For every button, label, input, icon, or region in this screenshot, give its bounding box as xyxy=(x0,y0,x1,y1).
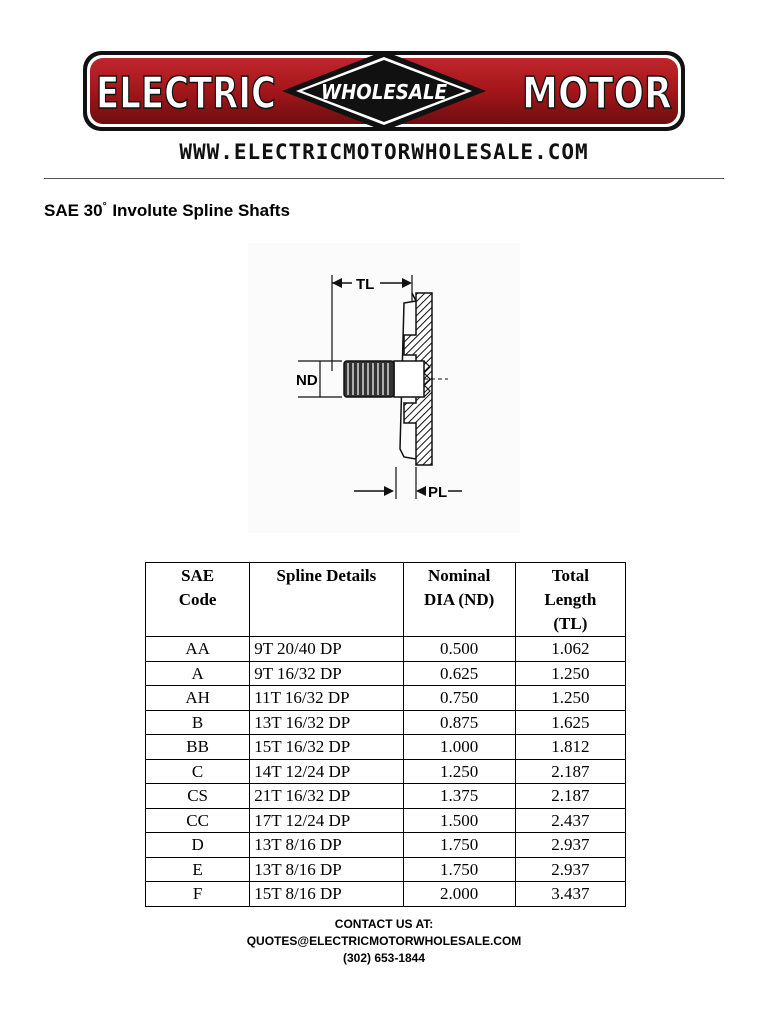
logo-graphic xyxy=(82,48,686,134)
tl-right-arrow xyxy=(402,278,412,288)
spline-teeth xyxy=(344,361,394,397)
table-row xyxy=(146,882,626,907)
cell-spline-details: 21T 16/32 DP xyxy=(250,784,403,809)
table-row xyxy=(146,784,626,809)
cell-sae-code: BB xyxy=(146,735,250,760)
diagram-drawing xyxy=(248,243,520,533)
cell-sae-code: AA xyxy=(146,637,250,662)
cell-sae-code: B xyxy=(146,710,250,735)
contact-phone-link[interactable]: (302) 653-1844 xyxy=(342,951,426,965)
header-line: Spline Details xyxy=(276,566,377,585)
header-sae-code xyxy=(146,563,250,637)
header-total-length xyxy=(515,563,625,637)
cell-sae-code: AH xyxy=(146,686,250,711)
tl-label: TL xyxy=(356,276,375,293)
title-degree-symbol: ° xyxy=(102,201,107,213)
cell-nominal-dia: 2.000 xyxy=(403,882,515,907)
table-row xyxy=(146,710,626,735)
cell-nominal-dia: 1.500 xyxy=(403,808,515,833)
nd-label: ND xyxy=(296,372,318,389)
logo-left-word: ELECTRIC xyxy=(96,68,276,119)
contact-email-link[interactable]: QUOTES@ELECTRICMOTORWHOLESALE.COM xyxy=(246,934,522,948)
cell-sae-code: C xyxy=(146,759,250,784)
logo-right-word: MOTOR xyxy=(522,68,672,119)
cell-total-length: 2.187 xyxy=(515,759,625,784)
table-row xyxy=(146,686,626,711)
cell-nominal-dia: 0.500 xyxy=(403,637,515,662)
cell-total-length: 1.812 xyxy=(515,735,625,760)
cell-spline-details: 13T 8/16 DP xyxy=(250,833,403,858)
cell-sae-code: A xyxy=(146,661,250,686)
cell-nominal-dia: 1.000 xyxy=(403,735,515,760)
cell-total-length: 3.437 xyxy=(515,882,625,907)
cell-sae-code: F xyxy=(146,882,250,907)
shaft-body xyxy=(394,361,424,397)
cell-spline-details: 14T 12/24 DP xyxy=(250,759,403,784)
cell-spline-details: 15T 8/16 DP xyxy=(250,882,403,907)
cell-spline-details: 11T 16/32 DP xyxy=(250,686,403,711)
header-divider xyxy=(44,178,724,179)
header-line: Length xyxy=(544,590,597,609)
table-header-row xyxy=(146,563,626,637)
cell-spline-details: 13T 8/16 DP xyxy=(250,857,403,882)
cell-nominal-dia: 1.750 xyxy=(403,857,515,882)
header-line: DIA (ND) xyxy=(423,590,495,609)
header-nominal-dia xyxy=(403,563,515,637)
contact-block xyxy=(0,916,768,967)
header-line: (TL) xyxy=(553,614,588,633)
table-row xyxy=(146,661,626,686)
table-row xyxy=(146,735,626,760)
document-title xyxy=(44,201,290,221)
header-line: Code xyxy=(178,590,217,609)
cell-spline-details: 15T 16/32 DP xyxy=(250,735,403,760)
header-spline-details xyxy=(250,563,403,637)
cell-nominal-dia: 1.375 xyxy=(403,784,515,809)
spline-spec-table xyxy=(145,562,626,907)
cell-sae-code: CS xyxy=(146,784,250,809)
pl-left-arrow xyxy=(384,486,394,496)
cell-spline-details: 17T 12/24 DP xyxy=(250,808,403,833)
cell-sae-code: CC xyxy=(146,808,250,833)
header-line: SAE xyxy=(181,566,215,585)
cell-total-length: 1.625 xyxy=(515,710,625,735)
spline-shaft-diagram xyxy=(248,243,520,533)
table-row xyxy=(146,759,626,784)
cell-sae-code: E xyxy=(146,857,250,882)
cell-spline-details: 13T 16/32 DP xyxy=(250,710,403,735)
cell-spline-details: 9T 20/40 DP xyxy=(250,637,403,662)
company-logo xyxy=(82,48,686,134)
cell-total-length: 2.937 xyxy=(515,833,625,858)
table-row xyxy=(146,857,626,882)
logo-center-word: WHOLESALE xyxy=(321,80,448,104)
cell-total-length: 1.250 xyxy=(515,686,625,711)
cell-nominal-dia: 0.875 xyxy=(403,710,515,735)
table-row xyxy=(146,637,626,662)
cell-total-length: 1.250 xyxy=(515,661,625,686)
cell-total-length: 1.062 xyxy=(515,637,625,662)
cell-nominal-dia: 1.250 xyxy=(403,759,515,784)
contact-heading: CONTACT US AT: xyxy=(334,917,434,931)
title-prefix: SAE 30 xyxy=(44,201,103,220)
header-line: Nominal xyxy=(427,566,491,585)
title-suffix: Involute Spline Shafts xyxy=(107,201,290,220)
cell-total-length: 2.937 xyxy=(515,857,625,882)
table-row xyxy=(146,833,626,858)
tl-left-arrow xyxy=(332,278,342,288)
table-row xyxy=(146,808,626,833)
pl-right-arrow xyxy=(416,486,426,496)
pl-label: PL xyxy=(428,484,448,501)
cell-sae-code: D xyxy=(146,833,250,858)
header-line: Total xyxy=(551,566,589,585)
cell-nominal-dia: 0.625 xyxy=(403,661,515,686)
cell-spline-details: 9T 16/32 DP xyxy=(250,661,403,686)
cell-total-length: 2.187 xyxy=(515,784,625,809)
website-url[interactable]: WWW.ELECTRICMOTORWHOLESALE.COM xyxy=(179,140,589,164)
cell-nominal-dia: 0.750 xyxy=(403,686,515,711)
cell-nominal-dia: 1.750 xyxy=(403,833,515,858)
cell-total-length: 2.437 xyxy=(515,808,625,833)
